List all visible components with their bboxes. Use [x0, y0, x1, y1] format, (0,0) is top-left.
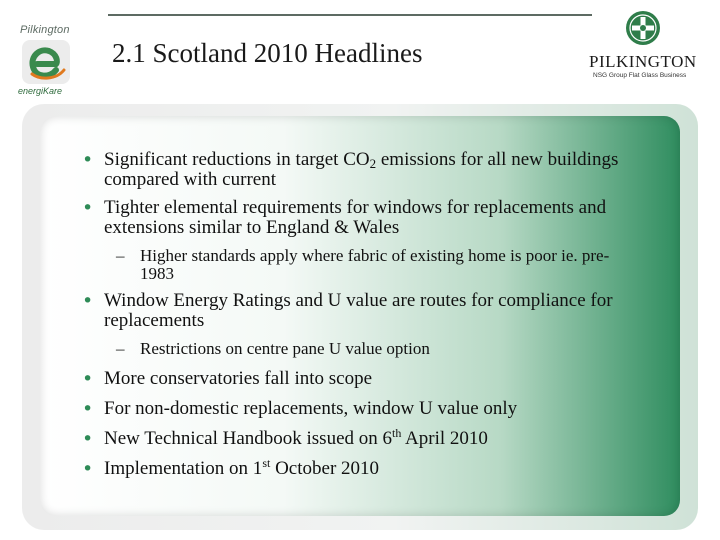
- bullet-marker: •: [82, 458, 94, 480]
- sub-bullet-text: Higher standards apply where fabric of existing home is poor ie. pre-1983: [140, 246, 610, 283]
- bullet-text: Window Energy Ratings and U value are routes for compliance for replacements: [104, 290, 613, 331]
- header-rule: [108, 14, 592, 16]
- bullet-item: [82, 150, 642, 190]
- bullet-marker: •: [82, 398, 94, 420]
- pilkington-subtitle: NSG Group Flat Glass Business: [593, 72, 687, 79]
- bullet-marker: •: [82, 428, 94, 450]
- sub-bullet-item: [82, 340, 642, 358]
- bullet-item: [82, 426, 642, 450]
- bullet-marker: •: [82, 149, 94, 171]
- bullet-subscript: 2: [369, 156, 377, 171]
- bullet-marker: •: [82, 290, 94, 312]
- bullet-marker: •: [82, 197, 94, 219]
- sub-bullet-marker: –: [116, 339, 125, 358]
- slide-title: 2.1 Scotland 2010 Headlines: [112, 38, 423, 68]
- bullet-text: emissions for all new buildings compared with current: [104, 149, 619, 190]
- pilkington-brand-text: Pilkington: [20, 24, 70, 36]
- bullet-text: October 2010: [270, 458, 380, 479]
- sub-bullet-text: Restrictions on centre pane U value option: [140, 339, 430, 358]
- bullet-item: [82, 291, 642, 331]
- energikare-logo: [8, 24, 92, 94]
- bullet-text: Significant reductions in target CO: [104, 149, 370, 170]
- energikare-e-icon: [22, 40, 70, 84]
- pilkington-wordmark: PILKINGTON: [589, 52, 697, 71]
- bullet-text: April 2010: [401, 428, 488, 449]
- bullet-text: More conservatories fall into scope: [104, 368, 373, 389]
- bullet-marker: •: [82, 368, 94, 390]
- bullet-text: Implementation on 1: [104, 458, 263, 479]
- pilkington-emblem-icon: [625, 10, 661, 46]
- bullet-item: [82, 198, 642, 238]
- bullet-text: For non-domestic replacements, window U value only: [104, 398, 518, 419]
- sub-bullet-marker: –: [116, 246, 125, 265]
- bullet-item: [82, 399, 642, 419]
- bullet-list: [82, 150, 642, 479]
- bullet-superscript: th: [392, 426, 402, 440]
- sub-bullet-item: [82, 247, 642, 283]
- pilkington-logo: [585, 10, 710, 82]
- bullet-item: [82, 456, 642, 480]
- bullet-text: Tighter elemental requirements for windows for replacements and extensions similar to England & Wales: [104, 197, 607, 238]
- bullet-item: [82, 369, 642, 389]
- bullet-superscript: st: [262, 456, 271, 470]
- energikare-product-text: energiKare: [18, 86, 63, 96]
- bullet-text: New Technical Handbook issued on 6: [104, 428, 393, 449]
